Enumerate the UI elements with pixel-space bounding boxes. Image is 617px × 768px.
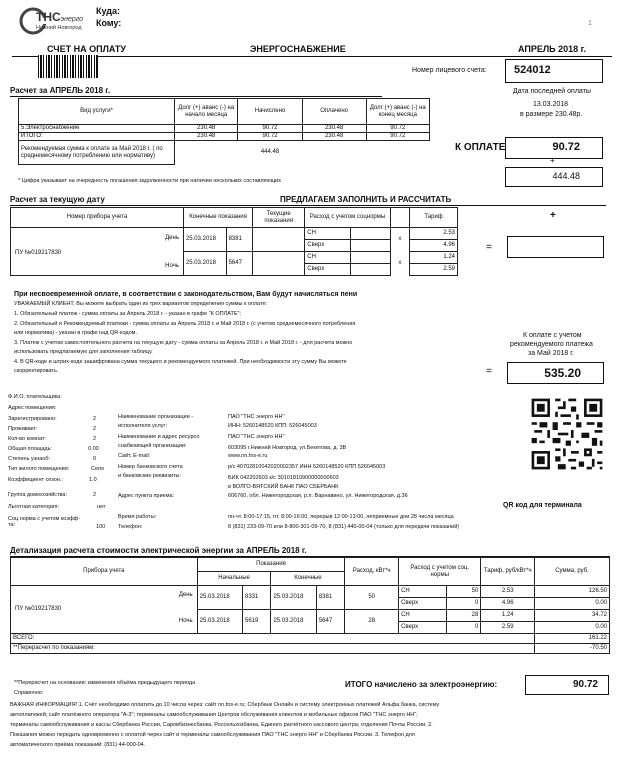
recommended-box	[505, 167, 603, 187]
grand-total-box	[525, 675, 609, 695]
to-label: Куда:	[96, 6, 120, 16]
account-number: 524012	[514, 64, 551, 76]
last-payment-amount: в размере 230.48р.	[520, 111, 583, 118]
org-website-link[interactable]: www.nn.tns-e.ru	[228, 453, 268, 459]
day-current-input[interactable]	[253, 228, 305, 252]
notice-intro: УВАЖАЕМЫЙ КЛИЕНТ, Вы можете выбрать один из трех вариантов определения суммы к оплате:	[14, 301, 268, 307]
important-line-5: автоматического приёма показаний: (831) 44-000-04.	[10, 742, 146, 748]
grand-total-value: 90.72	[572, 679, 598, 690]
calc-col-accrued: Начислено	[238, 99, 302, 125]
calc-footnote: * Цифра указывает на очередность погашения задолженности при наличии нескольких составляющих	[18, 178, 281, 184]
self-calc-result-box[interactable]	[507, 236, 604, 258]
meter-plus-sign: +	[550, 210, 556, 221]
details-total-row: ВСЕГО: 161.22	[11, 634, 610, 644]
details-table: Прибора учета Показания Расход, кВт*ч Расход с учетом соц. нормы Тариф, руб/кВт*ч Сумма, руб. Начальные Конечные ПУ №019217830 День Ночь 25.03.2018 8331 25.03.2018 8381 50 СН 50 2.53 126.50 Сверх 0 4.96 0.00 25.03.2018 5619 25.03.2018 5647 28 СН 28 1.24 34.72 Сверх 0 2.59 0.00 ВСЕГО: 161.22 **Перерасчет по показаниям: -70.50	[10, 557, 610, 654]
page-number: 1	[588, 20, 592, 27]
recommended-amount: 444.48	[552, 171, 580, 181]
last-payment-date: 13.03.2018	[533, 101, 569, 108]
account-number-box	[505, 59, 603, 83]
grand-total-label: ИТОГО начислено за электроэнергию:	[345, 680, 498, 689]
details-recalc-row: **Перерасчет по показаниям: -70.50	[11, 644, 610, 654]
calc-title-underline	[10, 96, 382, 97]
meter-divider	[10, 205, 606, 206]
qr-pay-label: К оплате с учетом	[523, 332, 582, 339]
calc-row-total: ИТОГО: 230.48 90.72 230.48 90.72	[19, 133, 430, 141]
invoice-title: СЧЕТ НА ОПЛАТУ	[47, 44, 127, 54]
qr-code-image	[529, 396, 605, 472]
qr-pay-box	[507, 362, 604, 384]
meter-id-cell: ПУ №019217830 День Ночь	[11, 228, 184, 276]
important-line-4: Показания можно передать одновременно с оплатой через сайт и терминалы самообслуживания ПАО "ТНС энерго НН" и Сбербанка России. 3. Телефон для	[10, 732, 415, 738]
calc-section-title: Расчет за АПРЕЛЬ 2018 г.	[10, 86, 111, 95]
address-label: Адрес помещения:	[8, 405, 57, 411]
plus-sign: +	[550, 156, 555, 165]
logo-city: Нижний Новгород	[36, 25, 82, 31]
important-line-3: терминалы самообслуживания и кассы Сбербанка России, Саровбизнесбанка, Россельхозбанка, Единого расчётного кассового центра; отделения Почты России. 2.	[10, 722, 433, 728]
qr-pay-value: 535.20	[544, 366, 581, 380]
to-whom-label: Кому:	[96, 18, 122, 28]
penalty-notice: При несвоевременной оплате, в соответствии с законодательством, Вам будут начисляться пени	[14, 291, 358, 298]
calc-col-paid: Оплачено	[302, 99, 366, 125]
fio-label: Ф.И.О. плательщика:	[8, 394, 62, 400]
night-current-input[interactable]	[253, 252, 305, 276]
meter-table: Номер прибора учета Конечные показания Текущие показания Расход с учетом соцнормы Тариф ПУ №019217830 День Ночь 25.03.2018 8381 СН x 2.53 Сверх 4.96 25.03.2018 5647 СН x 1.24 Сверх 2.59	[10, 207, 458, 276]
period-title: АПРЕЛЬ 2018 г.	[518, 44, 587, 54]
calc-col-service: Вид услуги*	[19, 99, 175, 125]
to-pay-label: К ОПЛАТЕ	[455, 142, 506, 153]
meter-equals-sign: =	[486, 242, 492, 253]
calc-col-debt-start: Долг (+) аванс (-) на начало месяца	[175, 99, 238, 125]
service-title: ЭНЕРГОСНАБЖЕНИЕ	[250, 44, 346, 54]
invoice-page: ТНСэнерго Нижний Новгород Куда: Кому: 1 СЧЕТ НА ОПЛАТУ ЭНЕРГОСНАБЖЕНИЕ АПРЕЛЬ 2018 г. Номер лицевого счета: 524012 Расчет за АПРЕЛЬ 2018 г. Вид услуги* Долг (+) аванс (-) на начало месяца Начислено Оплачено Долг (+) аванс (-) на конец месяца 5.Электроснабжение 230.48 90.72 230.48 90.72 ИТОГО: 230.48 90.72 230.48 90.72 Рекомендуемая сумма к оплате за Май 2018 г. ( по среднемесячному потреблению или нормативу) 444.48 * Цифра указывает на очередность погашения задолженности при наличии нескольких составляющих Дата последней оплаты 13.03.2018 в размере 230.48р. К ОПЛАТЕ 90.72 + 444.48 Расчет за текущую дату ПРЕДЛАГАЕМ ЗАПОЛНИТЬ И РАССЧИТАТЬ Номер прибора учета Конечные показания Текущие показания Расход с учетом соцнормы Тариф ПУ №019217830 День Ночь 25.03.2018 8381 СН x 2.53 Сверх 4.96 25.03.2018 5647 СН x 1.24 Сверх 2.59 = + При несвоевременной оплате, в соответствии с законодательством, Вам будут начисляться пени УВАЖАЕМЫЙ КЛИЕНТ, Вы можете выбрать один из трех вариантов определения суммы к оплате: 1. Обязательный платеж - сумма оплаты за Апрель 2018 г. - указан в графе "К ОПЛАТЕ"; 2. Обязательный и Рекомендуемый платежи - сумма оплаты за Апрель 2018 г. и Май 2018 г. (с учетом среднемесячного потребления или норматива) - указан в графе над QR-кодом. 3. Платеж с учетом самостоятельного расчета на текущую дату - сумма оплаты за Апрель 2018 г. и Май 2018 г. - для расчета можно использовать предлагаемую для заполнения таблицу. 4. В QR-коде и штрих-коде зашифрована сумма текущего и рекомендуемого платежей. При необходимости эту сумму Вы можете скорректировать. К оплате с учетом рекомендуемого платежа за Май 2018 г. = 535.20 Ф.И.О. плательщика: Адрес помещения: Зарегистрировано: 2 Проживает: 2 Кол-во комнат: 2 Общая площадь: 0.00 Степень узнаоб: 0 Тип жилого помещения: Село Коэффициент сезон.: 1.0 Группа домохозяйства: 2 Льготная категория: нет Соц.норма с учетом коэфф-та: 100 Наименование организации - исполнителя услуг: ПАО "ТНС энерго НН" ИНН: 5260148520 КПП: 526045003 Наименование и адрес ресурсо снабжающей организации: ПАО "ТНС энерго НН" 603095 г.Нижний Новгород, ул.Бекетова, д. 3В Сайт, E-mail: www.nn.tns-e.ru Номер банковского счета и банковские реквизиты: р/с 40702810042020002357 ИНН 5260148520 КПП 526045003 БИК 042202603 к/с 30101810900000000603 в ВОЛГО-ВЯТСКИЙ БАНК ПАО СБЕРБАНК Адрес пункта приема: 606760, обл. Нижегородская, р.п. Варнавино, ул. Нижегородская, д.36 Время работы: пн-чт. 8:00-17:15, пт. 8:00-16:00, перерыв 12:00-13:00, неприемные дни 28 числа месяца Телефон: 8 (831) 233-09-70 или 8-800-301-09-70, 8 (831) 440-00-04 (только для передачи показаний) QR код для терминала Детализация расчета стоимости электрической энергии за АПРЕЛЬ 2018 г. Прибора учета Показания Расход, кВт*ч Расход с учетом соц. нормы Тариф, руб/кВт*ч Сумма, руб. Начальные Конечные ПУ №019217830 День Ночь 25.03.2018 8331 25.03.2018 8381 50 СН 50 2.53 126.50 Сверх 0 4.96 0.00 25.03.2018 5619 25.03.2018 5647 28 СН 28 1.24 34.72 Сверх 0 2.59 0.00 ВСЕГО: 161.22 **Перерасчет по показаниям: -70.50 **Перерасчет на основании: изменения объёма предыдущего периода Справочно: ИТОГО начислено за электроэнергию: 90.72 ВАЖНАЯ ИНФОРМАЦИЯ! 1. Счёт необходимо оплатить до 10 числа через: сайт nn.tns-e.ru; Сбербанк Онлайн и систему электронных платежей Альфа банка, систему автоплатежей; сайт платёжного оператора "А-3"; терминалы самообслуживания Центров обслуживания клиентов и мобильных офисов ПАО "ТНС энерго НН"; терминалы самообслуживания и кассы Сбербанка России, Саровбизнесбанка, Россельхозбанка, Единого расчётного кассового центра; отделения Почты России. 2. Показания можно передать одновременно с оплатой через сайт и терминалы самообслуживания ПАО "ТНС энерго НН" и Сбербанка России. 3. Телефон для автоматического приёма показаний: (831) 44-000-04.	[0, 0, 617, 768]
meter-section-title: Расчет за текущую дату	[10, 195, 105, 204]
calc-col-debt-end: Долг (+) аванс (-) на конец месяца	[366, 99, 429, 125]
logo-brand: ТНСэнерго	[36, 10, 84, 24]
barcode-image	[38, 55, 98, 78]
calc-table	[18, 98, 430, 165]
calc-row-recommended: Рекомендуемая сумма к оплате за Май 2018 г. ( по среднемесячному потреблению или нормативу) 444.48	[19, 141, 430, 165]
title-divider	[12, 56, 612, 57]
propose-title: ПРЕДЛАГАЕМ ЗАПОЛНИТЬ И РАССЧИТАТЬ	[280, 195, 452, 204]
qr-caption: QR код для терминала	[503, 502, 582, 509]
calc-row: 5.Электроснабжение 230.48 90.72 230.48 90.72	[19, 125, 430, 133]
recalc-note: **Перерасчет на основании: изменения объёма предыдущего периода	[14, 680, 196, 686]
account-label: Номер лицевого счета:	[412, 67, 487, 74]
to-pay-value: 90.72	[552, 141, 580, 153]
reference-label: Справочно:	[14, 690, 44, 696]
important-line-2: автоплатежей; сайт платёжного оператора "А-3"; терминалы самообслуживания Центров обслуживания клиентов и мобильных офисов ПАО "ТНС энерго НН";	[10, 712, 418, 718]
important-line-1: ВАЖНАЯ ИНФОРМАЦИЯ! 1. Счёт необходимо оплатить до 10 числа через: сайт nn.tns-e.ru; Сбербанк Онлайн и систему электронных платежей Альфа банка, систему	[10, 702, 440, 708]
details-title: Детализация расчета стоимости электрической энергии за АПРЕЛЬ 2018 г.	[10, 546, 307, 555]
last-payment-label: Дата последней оплаты	[513, 88, 591, 95]
